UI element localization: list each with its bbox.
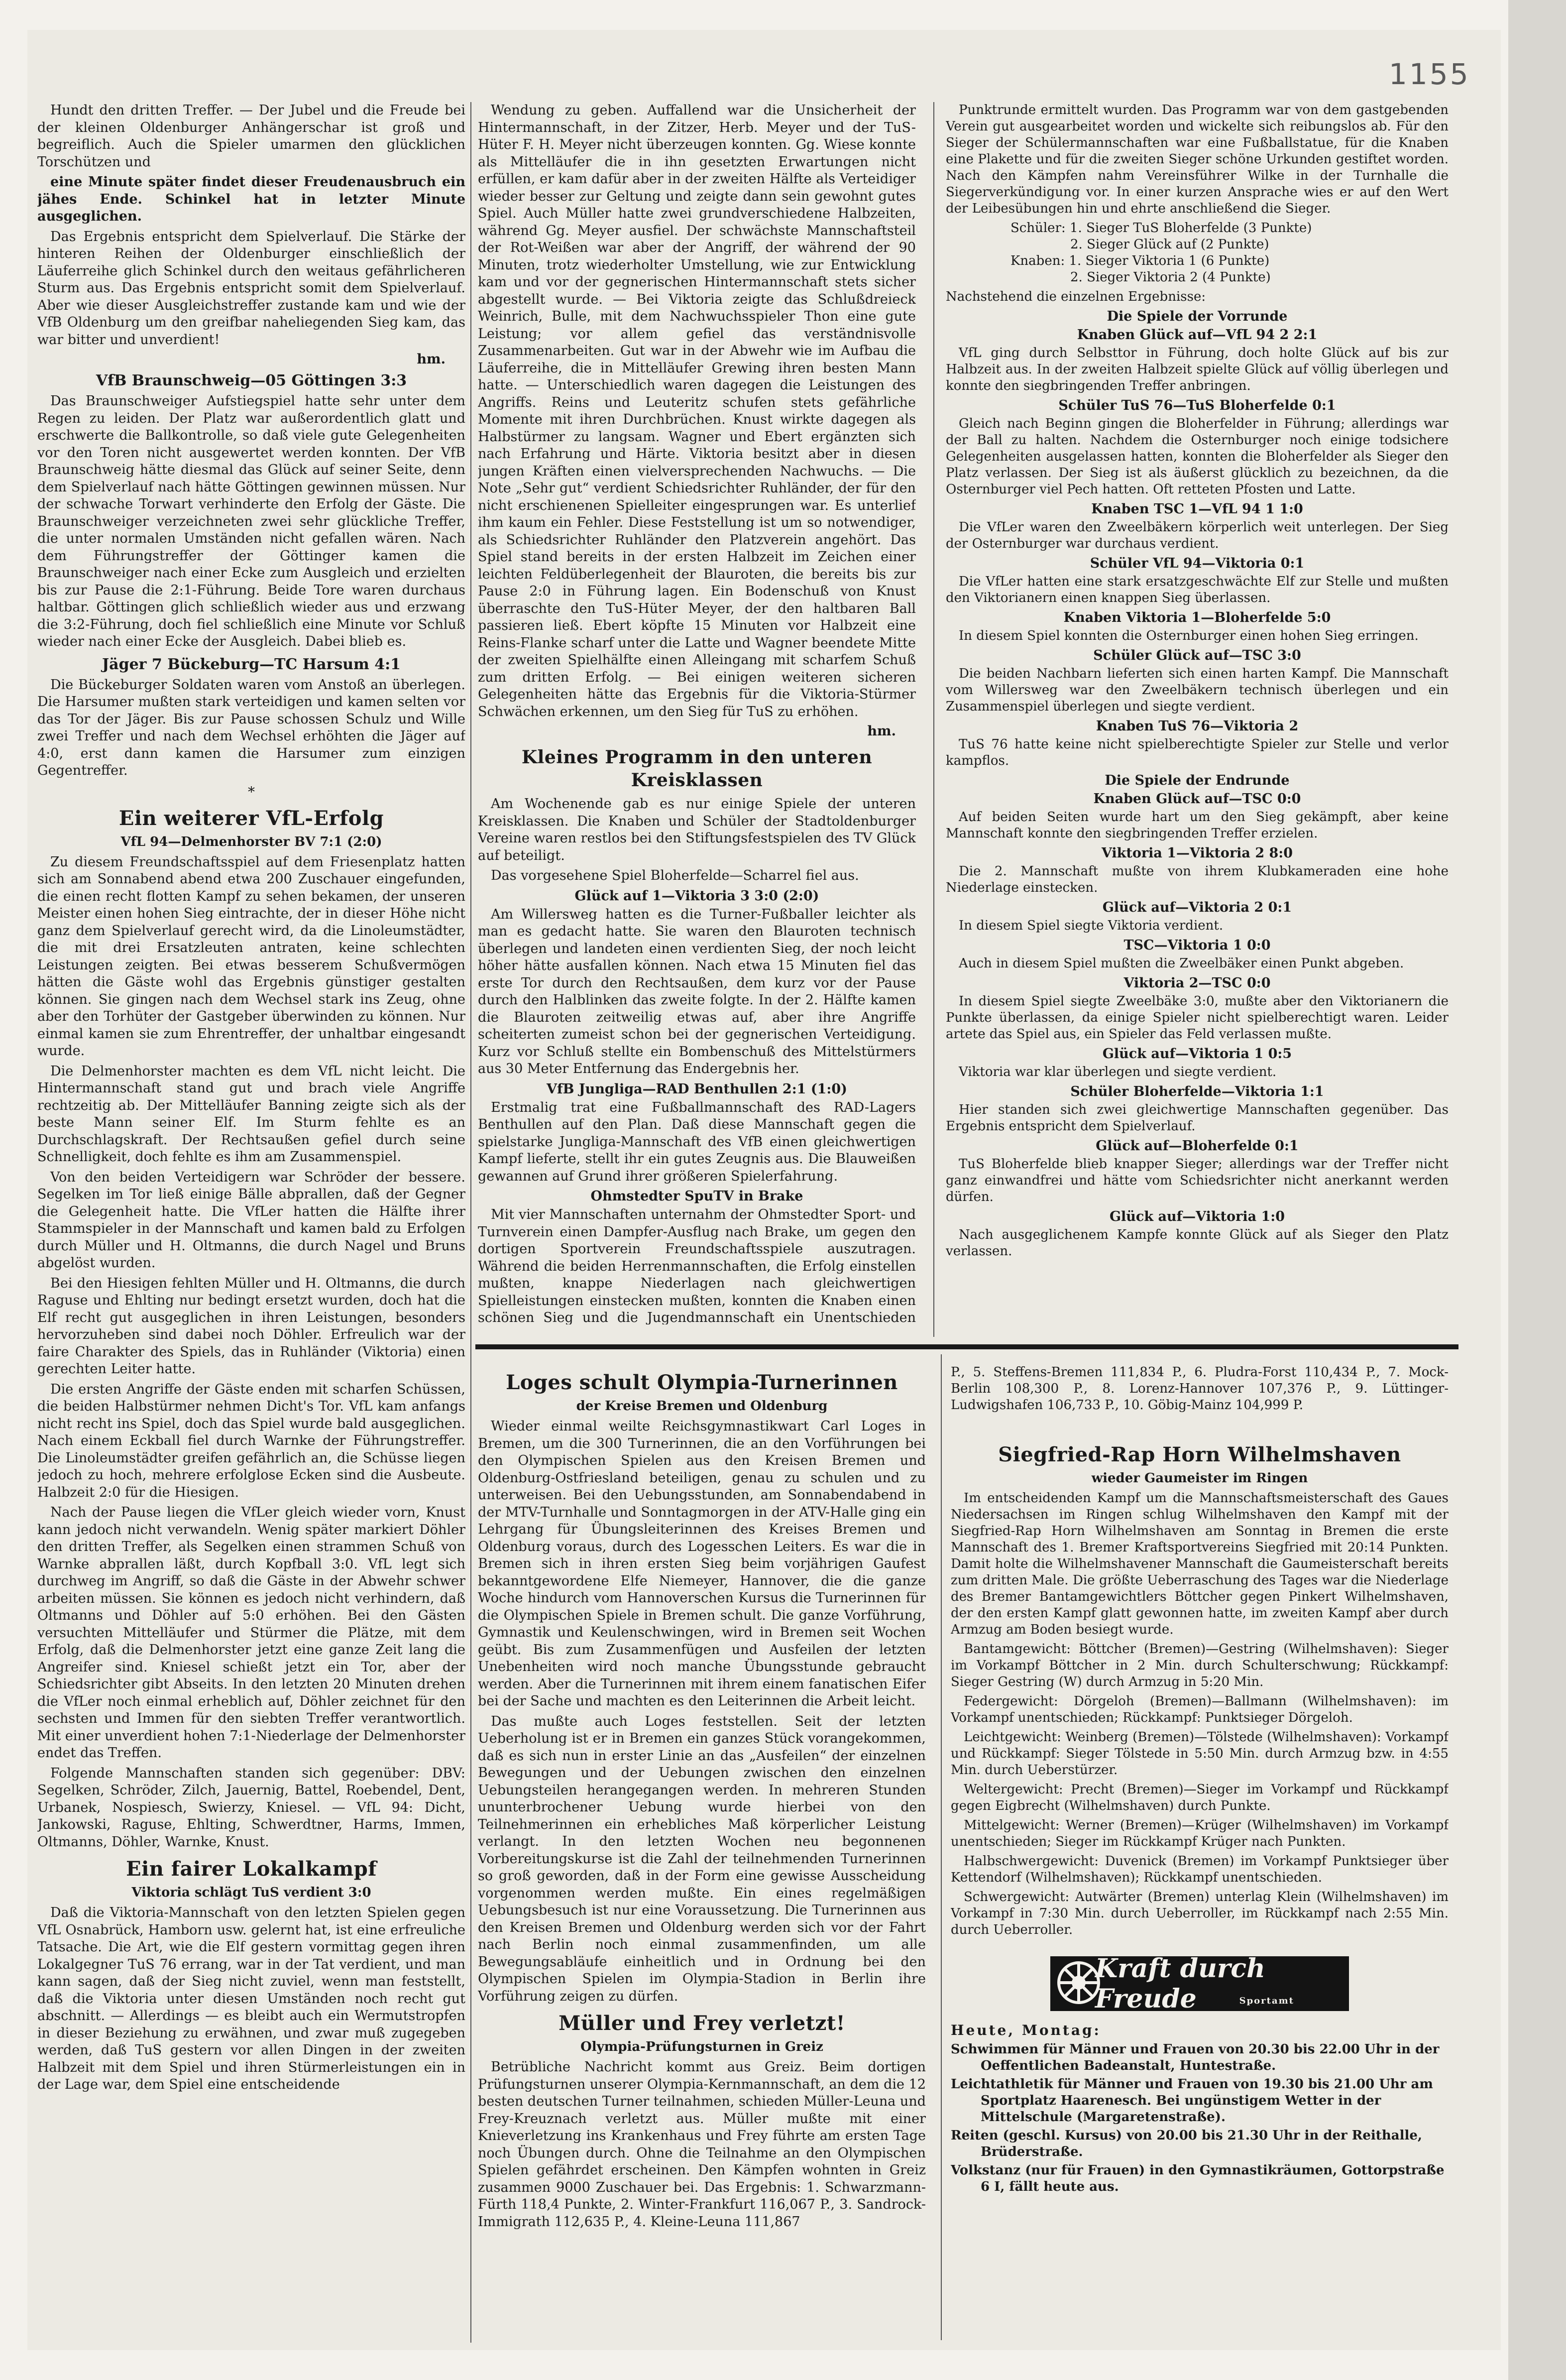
- match-heading: Schüler TuS 76—TuS Bloherfelde 0:1: [1058, 398, 1336, 413]
- match-heading: Glück auf—Viktoria 2 0:1: [1102, 900, 1292, 915]
- match-heading: Knaben Glück auf—TSC 0:0: [1093, 791, 1301, 807]
- article-text: Mit vier Mannschaften unternahm der Ohmstedter Sport- und Turnverein einen Dampfer-Ausflug nach Brake, um gegen den dortigen Sportverein Freundschaftsspiele auszutragen. Während die beiden Herrenmannschaften, die Erfolg einstellen mußten, knappe Niederlagen nach gleichwertigen Spielleistungen einstecken mußten, konnten die Knaben einen schönen Sieg und die Jugendmannschaft ein Unentschieden: [478, 1207, 916, 1324]
- article-text: P., 5. Steffens-Bremen 111,834 P., 6. Pludra-Forst 110,434 P., 7. Mock-Berlin 108,300 P., 8. Lorenz-Hannover 107,376 P., 9. Lüttinger-Ludwigshafen 106,733 P., 10. Göbig-Mainz 104,999 P.: [951, 1365, 1449, 1413]
- column-rule: [470, 102, 471, 2343]
- article-subheadline: der Kreise Bremen und Oldenburg: [576, 1399, 828, 1414]
- article-text: Auf beiden Seiten wurde hart um den Sieg gekämpft, aber keine Mannschaft konnte den siegbringenden Treffer erzielen.: [946, 810, 1449, 841]
- schedule-item: Reiten (geschl. Kursus) von 20.00 bis 21.30 Uhr in der Reithalle, Brüderstraße.: [951, 2128, 1422, 2159]
- article-text: TuS Bloherfelde blieb knapper Sieger; allerdings war der Treffer nicht ganz einwandfrei und hätte vom Schiedsrichter nicht anerkannt werden dürfen.: [946, 1157, 1449, 1204]
- column-rule: [941, 1354, 942, 2340]
- article-subheadline: wieder Gaumeister im Ringen: [1091, 1471, 1308, 1486]
- article-text: In diesem Spiel konnten die Osternburger einen hohen Sieg erringen.: [959, 628, 1419, 643]
- article-text: Das vorgesehene Spiel Bloherfelde—Scharrel fiel aus.: [491, 868, 859, 883]
- weight-class-result: Leichtgewicht: Weinberg (Bremen)—Tölstede (Wilhelmshaven): Vorkampf und Rückkampf: Sieger Tölstede in 5:50 Min. durch Armzug bzw. in 4:55 Min. durch Ueberstürzer.: [951, 1730, 1449, 1778]
- weight-class-result: Halbschwergewicht: Duvenick (Bremen) im Vorkampf Punktsieger über Kettendorf (Wilhelmshaven); Rückkampf unentschieden.: [951, 1854, 1449, 1885]
- list-item: Schüler: 1. Sieger TuS Bloherfelde (3 Punkte): [1010, 221, 1312, 236]
- article-text: Daß die Viktoria-Mannschaft von den letzten Spielen gegen VfL Osnabrück, Hamborn usw. gelernt hat, ist eine erfreuliche Tatsache. Die Art, wie die Elf gestern vormittag gegen ihren Lokalgegner TuS 76 errang, war in der Tat verdient, und man kann sagen, daß der Sieg nicht zuviel, wenn man feststellt, daß die Viktoria unter diesen Umständen noch recht gut abschnitt. — Allerdings — es bleibt auch ein Wermutstropfen in dieser Beziehung zu erwähnen, und zwar muß zugegeben werden, daß TuS gestern vor allen Dingen in der zweiten Halbzeit mit dem Spiel und ihren Stürmerleistungen ein in der Lage war, dem Spiel eine entscheidende: [37, 1905, 465, 2092]
- match-heading: Knaben TSC 1—VfL 94 1 1:0: [1091, 501, 1303, 517]
- article-text: Nach der Pause liegen die VfLer gleich wieder vorn, Knust kann jedoch nicht verwandeln. Wenig später markiert Döhler den dritten Treffer, als Segelken einen strammen Schuß von Warnke abprallen läßt, durch Kopfball 3:0. VfL legt sich durchweg im Angriff, so daß die Gäste in der Abwehr schwer arbeiten müssen. Sie können es jedoch nicht verhindern, daß Oltmanns und Döhler auf 5:0 erhöhen. Bei den Gästen versuchten Mittelläufer und Stürmer die Plätze, mit dem Erfolg, daß die Delmenhorster jetzt eine ganze Zeit lang die Angreifer sind. Kniesel schießt jetzt ein Tor, aber der Schiedsrichter gibt Abseits. In den letzten 20 Minuten drehen die VfLer noch einmal erheblich auf, Döhler zeichnet für den sechsten und Immen für den siebten Treffer verantwortlich. Mit einer unverdient hohen 7:1-Niederlage der Delmenhorster endet das Treffen.: [37, 1505, 465, 1761]
- article-subheadline: VfL 94—Delmenhorster BV 7:1 (2:0): [120, 834, 382, 849]
- article-text: Viktoria war klar überlegen und siegte verdient.: [959, 1065, 1277, 1079]
- weight-class-result: Weltergewicht: Precht (Bremen)—Sieger im Vorkampf und Rückkampf gegen Eigbrecht (Wilhelmshaven) durch Punkte.: [951, 1782, 1449, 1813]
- article-text: Im entscheidenden Kampf um die Mannschaftsmeisterschaft des Gaues Niedersachsen im Ringen schlug Wilhelmshaven den Kampf mit der Siegfried-Rap Horn Wilhelmshaven am Sonntag in Bremen die erste Mannschaft des 1. Bremer Kraftsportvereins Siegfried mit 20:14 Punkten. Damit holte die Wilhelmshavener Mannschaft die Gaumeisterschaft bereits zum dritten Male. Die größte Ueberraschung des Tages war die Niederlage des Bremer Bantamgewichtlers Böttcher gegen Pinkert Wilhelmshaven, der den ersten Kampf glatt gewonnen hatte, im zweiten Kampf aber durch Armzug am Boden besiegt wurde.: [951, 1491, 1449, 1637]
- article-text: Die VfLer waren den Zweelbäkern körperlich weit unterlegen. Der Sieg der Osternburger war durchaus verdient.: [946, 520, 1449, 551]
- match-heading: Knaben Glück auf—VfL 94 2 2:1: [1077, 327, 1318, 343]
- column-1: [37, 102, 465, 2343]
- article-text: TuS 76 hatte keine nicht spielberechtigte Spieler zur Stelle und verlor kampflos.: [946, 737, 1449, 768]
- match-heading: Jäger 7 Bückeburg—TC Harsum 4:1: [102, 655, 401, 673]
- section-heading: Die Spiele der Vorrunde: [1107, 309, 1288, 324]
- article-text: Das Ergebnis entspricht dem Spielverlauf. Die Stärke der hinteren Reihen der Oldenburger einschließlich der Läuferreihe glich Schinkel durch den weitaus gefährlicheren Sturm aus. Das Ergebnis entspricht somit dem Spielverlauf. Aber wie dieser Ausgleichstreffer zustande kam und wie der VfB Oldenburg um den greifbar naheliegenden Sieg kam, das war bitter und unverdient!: [37, 229, 465, 348]
- column-3: [946, 102, 1449, 1324]
- article-subheadline: Olympia-Prüfungsturnen in Greiz: [580, 2039, 823, 2054]
- bottom-column-3: [951, 1364, 1449, 2340]
- match-heading: Glück auf—Viktoria 1 0:5: [1102, 1046, 1292, 1062]
- list-item: 2. Sieger Viktoria 2 (4 Punkte): [1070, 270, 1271, 285]
- article-text: Auch in diesem Spiel mußten die Zweelbäker einen Punkt abgeben.: [959, 956, 1404, 971]
- weight-class-result: Federgewicht: Dörgeloh (Bremen)—Ballmann (Wilhelmshaven): im Vorkampf unentschieden; Rückkampf: Punktsieger Dörgeloh.: [951, 1694, 1449, 1725]
- match-heading: Glück auf—Bloherfelde 0:1: [1096, 1138, 1299, 1154]
- article-text: Hier standen sich zwei gleichwertige Mannschaften gegenüber. Das Ergebnis entspricht dem Spielverlauf.: [946, 1102, 1449, 1134]
- match-heading: TSC—Viktoria 1 0:0: [1123, 938, 1271, 953]
- article-text: Die 2. Mannschaft mußte von ihrem Klubkameraden eine hohe Niederlage einstecken.: [946, 864, 1449, 895]
- column-rule: [933, 102, 934, 1337]
- author-signature: hm.: [867, 723, 896, 739]
- article-text: Die VfLer hatten eine stark ersatzgeschwächte Elf zur Stelle und mußten den Viktorianern einen knappen Sieg überlassen.: [946, 574, 1449, 605]
- match-heading: Viktoria 2—TSC 0:0: [1123, 975, 1271, 991]
- article-text: Die ersten Angriffe der Gäste enden mit scharfen Schüssen, die beiden Halbstürmer nehmen Dicht's Tor. VfL kam anfangs nicht recht ins Spiel, doch das Spiel wurde bald ausgeglichen. Nach einem Eckball fiel durch Warnke der Führungstreffer. Die Linoleumstädter greifen gefährlich an, die Schüsse liegen jedoch zu hoch, mehrere erfolglose Ecken sind die Ausbeute. Halbzeit 2:0 für die Hiesigen.: [37, 1381, 465, 1500]
- divider-asterisk: *: [248, 783, 255, 800]
- article-text: Die beiden Nachbarn lieferten sich einen harten Kampf. Die Mannschaft vom Willersweg war den Zweelbäkern technisch überlegen und ein Zusammenspiel überlegen und siegte verdient.: [946, 666, 1449, 714]
- kdf-subtitle: Sportamt: [1239, 1996, 1294, 2006]
- article-text: Gleich nach Beginn gingen die Bloherfelder in Führung; allerdings war der Ball zu halten. Nachdem die Osternburger noch einige todsichere Gelegenheiten ausgelassen hatten, konnten die Bloherfelder als Sieger den Platz verlassen. Der Sieg ist als äußerst glücklich zu bezeichnen, da die Osternburger viel Pech hatten. Oft retteten Pfosten und Latte.: [946, 416, 1449, 497]
- article-headline: Loges schult Olympia-Turnerinnen: [506, 1371, 898, 1394]
- winners-list: [946, 220, 1449, 286]
- article-headline: Kleines Programm in den unteren Kreisklassen: [521, 747, 873, 791]
- section-rule: [475, 1344, 1458, 1349]
- schedule-heading: Heute, Montag:: [951, 2022, 1101, 2038]
- section-heading: Die Spiele der Endrunde: [1105, 773, 1290, 788]
- weight-class-result: Schwergewicht: Autwärter (Bremen) unterlag Klein (Wilhelmshaven) im Vorkampf in 7:30 Min. durch Ueberroller, im Rückkampf nach 2:55 Min. durch Ueberroller.: [951, 1890, 1449, 1937]
- article-text: Folgende Mannschaften standen sich gegenüber: DBV: Segelken, Schröder, Zilch, Jauernig, Battel, Roebendel, Dent, Urbanek, Nospiesch, Swierzy, Kniesel. — VfL 94: Dicht, Jankowski, Raguse, Ehlting, Schwerdtner, Harms, Immen, Oltmanns, Döhler, Warnke, Knust.: [37, 1765, 465, 1850]
- article-subheadline: Viktoria schlägt TuS verdient 3:0: [131, 1885, 371, 1900]
- schedule-item: Leichtathletik für Männer und Frauen von 19.30 bis 21.00 Uhr am Sportplatz Haarenesch. Bei ungünstigem Wetter in der Mittelschule (Margaretenstraße).: [951, 2077, 1433, 2125]
- article-text: In diesem Spiel siegte Viktoria verdient.: [959, 918, 1224, 933]
- article-text: Wieder einmal weilte Reichsgymnastikwart Carl Loges in Bremen, um die 300 Turnerinnen, die an den Vorführungen bei den Olympischen Spielen aus den Kreisen Bremen und Oldenburg-Ostfriesland beteiligen, genau zu schulen und zu unterweisen. Bei den Uebungsstunden, am Sonnabendabend in der MTV-Turnhalle und Sonntagmorgen in der ATV-Halle ging ein Lehrgang für Übungsleiterinnen des Kreises Bremen und Oldenburg voraus, durch des Logesschen Leiters. Es war die in Bremen sich in ihren ersten Sieg beim vorjährigen Gaufest bekanntgewordene Elfe Niemeyer, Hannover, die die ganze Woche hindurch vom Hannoverschen Kursus die Turnerinnen für die Olympischen Spiele in Bremen schult. Die ganze Vorführung, Gymnastik und Keulenschwingen, wird in Bremen seit Wochen geübt. Bis zum Zusammenfügen und Ausfeilen der letzten Unebenheiten wird noch manche Übungsstunde gebraucht werden. Aber die Turnerinnen mit ihrem einem fanatischen Eifer bei der Sache und machten es den Leiterinnen die Arbeit leicht.: [478, 1419, 926, 1709]
- match-heading: Glück auf—Viktoria 1:0: [1109, 1209, 1285, 1224]
- article-text: Die Delmenhorster machten es dem VfL nicht leicht. Die Hintermannschaft stand gut und brach viele Angriffe rechtzeitig ab. Der Mittelläufer Banning zeigte sich als der beste Mann seiner Elf. Im Sturm fehlte es an Durchschlagskraft. Der Rechtsaußen gefiel durch seine Schnelligkeit, doch fehlte es ihm am Zusammenspiel.: [37, 1063, 465, 1165]
- match-heading: Schüler Glück auf—TSC 3:0: [1093, 648, 1301, 663]
- article-headline: Ein fairer Lokalkampf: [126, 1857, 377, 1881]
- article-headline: Ein weiterer VfL-Erfolg: [118, 806, 384, 830]
- kdf-title: Kraft durch Freude: [1095, 1953, 1265, 2014]
- article-text: Nach ausgeglichenem Kampfe konnte Glück auf als Sieger den Platz verlassen.: [946, 1227, 1449, 1259]
- match-heading: Schüler VfL 94—Viktoria 0:1: [1090, 556, 1305, 571]
- kdf-wheel-icon: [1056, 1960, 1101, 2005]
- match-heading: Viktoria 1—Viktoria 2 8:0: [1101, 845, 1293, 861]
- article-text: Das Braunschweiger Aufstiegspiel hatte sehr unter dem Regen zu leiden. Der Platz war außerordentlich glatt und erschwerte die Ballkontrolle, so daß viele gute Gelegenheiten vor den Toren nicht ausgewertet werden konnten. Der VfB Braunschweig hätte diesmal das Glück auf seiner Seite, denn dem Spielverlauf nach hätte Göttingen gewinnen müssen. Nur der schwache Torwart verhinderte den Erfolg der Gäste. Die Braunschweiger verzeichneten zwei sehr glückliche Treffer, die unter normalen Umständen nicht gefallen wären. Nach dem Führungstreffer der Göttinger kamen die Braunschweiger nach einer Ecke zum Ausgleich und erzielten bis zur Pause die 2:1-Führung. Beide Tore waren durchaus haltbar. Göttingen glich schließlich wieder aus und erzwang die 3:2-Führung, doch fiel schließlich eine Minute vor Schluß wieder nach einer Ecke der Ausgleich. Dabei blieb es.: [37, 393, 465, 649]
- article-text: Wendung zu geben. Auffallend war die Unsicherheit der Hintermannschaft, in der Zitzer, Herb. Meyer und der TuS-Hüter F. H. Meyer nicht überzeugen konnten. Gg. Wiese konnte als Mittelläufer die in ihn gesetzten Erwartungen nicht erfüllen, er kam dafür aber in der zweiten Hälfte als Verteidiger wieder besser zur Geltung und zeigte dann sein gewohnt gutes Spiel. Auch Müller hatte zwei grundverschiedene Halbzeiten, während Gg. Meyer ausfiel. Der schwächste Mannschaftsteil der Rot-Weißen war aber der Angriff, der während der 90 Minuten, trotz wiederholter Umstellung, wie zur Entwicklung kam und vor der gegnerischen Hintermannschaft stets sicher abgestellt wurde. — Bei Viktoria zeigte das Schlußdreieck Weinrich, Bulle, mit dem Nachwuchsspieler Thon eine gute Leistung; vor allem gefiel das verständnisvolle Zusammenarbeiten. Gut war in der Abwehr wie im Aufbau die Läuferreihe, die in Mittelläufer Grewing ihren besten Mann hatte. — Unterschiedlich waren dagegen die Leistungen des Angriffs. Reins und Leuteritz schufen stets gefährliche Momente mit ihren Durchbrüchen. Knust wirkte dagegen als Halbstürmer zu langsam. Wagner und Ebert ergänzten sich nach Erfahrung und Härte. Viktoria besitzt aber in diesen jungen Kräften einen vielversprechenden Nachwuchs. — Die Note „Sehr gut“ verdient Schiedsrichter Ruhländer, der für den nicht erschienenen Spielleiter eingesprungen war. Es unterlief ihm kaum ein Fehler. Diese Feststellung ist um so notwendiger, als Schiedsrichter Ruhländer den Platzverein angehört. Das Spiel stand bereits in der ersten Halbzeit im Zeichen einer leichten Feldüberlegenheit der Blauroten, die bereits bis zur Pause 2:0 in Führung lagen. Ein Bodenschuß von Knust überraschte den TuS-Hüter Meyer, der den haltbaren Ball passieren ließ. Ebert köpfte 15 Minuten vor Halbzeit eine Reins-Flanke scharf unter die Latte und Wagner beendete Mitte der zweiten Spielhälfte einen Alleingang mit scharfem Schuß zum dritten Erfolg. — Bei einigen weiteren sicheren Gelegenheiten hätte das Ergebnis für die Viktoria-Stürmer Schwächen erkennen, um den Sieg für TuS zu erhöhen.: [478, 103, 916, 719]
- schedule-item: Schwimmen für Männer und Frauen von 20.30 bis 22.00 Uhr in der Oeffentlichen Badeanstalt, Huntestraße.: [951, 2042, 1440, 2073]
- match-heading: VfB Jungliga—RAD Benthullen 2:1 (1:0): [547, 1081, 847, 1097]
- scan-margin: [1508, 0, 1566, 2380]
- article-headline: Siegfried-Rap Horn Wilhelmshaven: [998, 1443, 1401, 1466]
- article-text: Das mußte auch Loges feststellen. Seit der letzten Ueberholung ist er in Bremen ein ganzes Stück vorangekommen, daß es sich nun in erster Linie an das „Ausfeilen“ der einzelnen Bewegungen und der Uebungen zwischen den einzelnen Uebungsteilen herangegangen werden. In mehreren Stunden ununterbrochener Uebung wurde hierbei von den Teilnehmerinnen ein erhebliches Maß körperlicher Leistung verlangt. In den letzten Wochen neu begonnenen Vorbereitungskurse ist die Zahl der teilnehmenden Turnerinnen so groß geworden, daß in der Form eine gewisse Ausscheidung vorgenommen werden mußte. Ein eines regelmäßigen Uebungsbesuch ist nur eine Voraussetzung. Die Turnerinnen aus den Kreisen Bremen und Oldenburg werden sich vor der Fahrt nach Berlin noch einmal zusammenfinden, um alle Bewegungsabläufe einheitlich und in Ordnung bei den Olympischen Spielen im Olympia-Stadion in Berlin ihre Vorführung zeigen zu dürfen.: [478, 1713, 926, 2004]
- match-heading: Schüler Bloherfelde—Viktoria 1:1: [1070, 1084, 1324, 1099]
- article-text: Bei den Hiesigen fehlten Müller und H. Oltmanns, die durch Raguse und Ehlting nur bedingt ersetzt wurden, doch hat die Elf recht gut ausgeglichen in ihren Leistungen, besonders hervorzuheben sind dabei noch Döhler. Erfreulich war der faire Charakter des Spiels, das in Ruhländer (Viktoria) einen gerechten Leiter hatte.: [37, 1275, 465, 1377]
- bottom-column-2: [478, 1364, 926, 2340]
- article-text: Erstmalig trat eine Fußballmannschaft des RAD-Lagers Benthullen auf den Plan. Daß diese Mannschaft gegen die spielstarke Jungliga-Mannschaft des VfB einen gleichwertigen Kampf lieferte, stellt ihr ein gutes Zeugnis aus. Die Blauweißen gewannen auf Grund ihrer größeren Spielerfahrung.: [478, 1099, 916, 1184]
- article-text: Hundt den dritten Treffer. — Der Jubel und die Freude bei der kleinen Oldenburger Anhängerschar ist groß und begreiflich. Auch die Spieler umarmen den glücklichen Torschützen und: [37, 103, 465, 170]
- schedule-item: Volkstanz (nur für Frauen) in den Gymnastikräumen, Gottorpstraße 6 I, fällt heute aus.: [951, 2163, 1445, 2194]
- kdf-logo: [1050, 1953, 1349, 2014]
- article-text: Am Willersweg hatten es die Turner-Fußballer leichter als man es gedacht hatte. Sie waren den Blauroten technisch überlegen und landeten einen verdienten Sieg, der noch leicht höher hätte ausfallen können. Nach etwa 15 Minuten fiel das erste Tor durch den Rechtsaußen, dem kurz vor der Pause durch den Halblinken das zweite folgte. In der 2. Hälfte kamen die Blauroten zeitweilig etwas auf, aber ihre Angriffe scheiterten zumeist schon bei der gegnerischen Verteidigung. Kurz vor Schluß stellte ein Bombenschuß des Mittelstürmers aus 30 Meter Entfernung das Endergebnis her.: [478, 906, 916, 1076]
- page-number: 1155: [1389, 57, 1470, 91]
- match-heading: Knaben Viktoria 1—Bloherfelde 5:0: [1063, 610, 1331, 625]
- column-2: [478, 102, 916, 1324]
- article-text: Nachstehend die einzelnen Ergebnisse:: [946, 289, 1206, 304]
- article-text: Am Wochenende gab es nur einige Spiele der unteren Kreisklassen. Die Knaben und Schüler der Stadtoldenburger Vereine waren restlos bei den Stiftungsfestspielen des TV Glück auf beteiligt.: [478, 796, 916, 863]
- list-item: Knaben: 1. Sieger Viktoria 1 (6 Punkte): [1010, 253, 1270, 268]
- list-item: 2. Sieger Glück auf (2 Punkte): [1070, 237, 1269, 252]
- article-text: In diesem Spiel siegte Zweelbäke 3:0, mußte aber den Viktorianern die Punkte überlassen, da einige Spieler nicht spielberechtigt waren. Leider artete das Spiel aus, ein Spieler das Feld verlassen mußte.: [946, 994, 1449, 1042]
- article-text: Die Bückeburger Soldaten waren vom Anstoß an überlegen. Die Harsumer mußten stark verteidigen und kamen selten vor das Tor der Jäger. Bis zur Pause schossen Schulz und Wille zwei Treffer und nach dem Wechsel erhöhten die Jäger auf 4:0, erst dann kamen die Harsumer zum einzigen Gegentreffer.: [37, 677, 465, 778]
- article-text: Von den beiden Verteidigern war Schröder der bessere. Segelken im Tor ließ einige Bälle abprallen, daß der Gegner die Gelegenheit hatte. Die VfLer hatten die Hälfte ihrer Stammspieler in der Mannschaft und kamen bald zu Erfolgen durch Müller und H. Oltmanns, die durch Nagel und Bruns abgelöst wurden.: [37, 1169, 465, 1271]
- match-heading: Glück auf 1—Viktoria 3 3:0 (2:0): [574, 888, 819, 904]
- weight-class-result: Mittelgewicht: Werner (Bremen)—Krüger (Wilhelmshaven) im Vorkampf unentschieden; Sieger im Rückkampf Krüger nach Punkten.: [951, 1818, 1449, 1849]
- author-signature: hm.: [417, 352, 446, 367]
- article-headline: Müller und Frey verletzt!: [559, 2012, 845, 2035]
- weight-class-result: Bantamgewicht: Böttcher (Bremen)—Gestring (Wilhelmshaven): Sieger im Vorkampf Böttcher in 2 Min. durch Schulterschwung; Rückkampf: Sieger Gestring (W) durch Armzug in 5:20 Min.: [951, 1642, 1449, 1689]
- article-text: Betrübliche Nachricht kommt aus Greiz. Beim dortigen Prüfungsturnen unserer Olympia-Kernmannschaft, an dem die 12 besten deutschen Turner teilnahmen, schieden Müller-Leuna und Frey-Kreuznach verletzt aus. Müller mußte mit einer Knieverletzung ins Krankenhaus und Frey führte am ersten Tage noch Übungen durch. Ohne die Teilnahme an den Olympischen Spielen gefährdet erscheinen. Den Kämpfen wohnten in Greiz zusammen 9000 Zuschauer bei. Das Ergebnis: 1. Schwarzmann-Fürth 118,4 Punkte, 2. Winter-Frankfurt 116,067 P., 3. Sandrock-Immigrath 112,635 P., 4. Kleine-Leuna 111,867: [478, 2059, 926, 2230]
- article-text: Punktrunde ermittelt wurden. Das Programm war von dem gastgebenden Verein gut ausgearbeitet worden und wickelte sich reibungslos ab. Für den Sieger der Schülermannschaften war eine Fußballstatue, für die Knaben eine Plakette und für die zweiten Sieger schöne Urkunden gestiftet worden. Nach den Kämpfen nahm Vereinsführer Wilke in der Turnhalle die Siegerverkündigung vor. In einer kurzen Ansprache wies er auf den Wert der Leibesübungen hin und ehrte anschließend die Sieger.: [946, 103, 1449, 216]
- article-text: Zu diesem Freundschaftsspiel auf dem Friesenplatz hatten sich am Sonnabend abend etwa 200 Zuschauer eingefunden, die einen recht flotten Kampf zu sehen bekamen, der unseren Meister einen hohen Sieg eintrachte, der in dieser Höhe nicht ganz dem Spielverlauf gerecht wird, da die Linoleumstädter, die mit drei Ersatzleuten antraten, keine schlechten Leistungen zeigten. Bei etwas besserem Schußvermögen hätten die Gäste wohl das Ergebnis günstiger gestalten können. Sie gingen nach dem Wechsel stark ins Zeug, ohne aber den Torhüter der Gastgeber überwinden zu können. Nur einmal kamen sie zum Ehrentreffer, der unhaltbar eingesandt wurde.: [37, 854, 465, 1059]
- match-heading: Knaben TuS 76—Viktoria 2: [1096, 718, 1299, 734]
- article-text: eine Minute später findet dieser Freudenausbruch ein jähes Ende. Schinkel hat in letzter Minute ausgeglichen.: [37, 174, 465, 224]
- match-heading: Ohmstedter SpuTV in Brake: [590, 1189, 803, 1204]
- article-text: VfL ging durch Selbsttor in Führung, doch holte Glück auf bis zur Halbzeit aus. In der zweiten Halbzeit spielte Glück auf völlig überlegen und konnte den siegbringenden Treffer anbringen.: [946, 346, 1449, 393]
- match-heading: VfB Braunschweig—05 Göttingen 3:3: [96, 372, 407, 389]
